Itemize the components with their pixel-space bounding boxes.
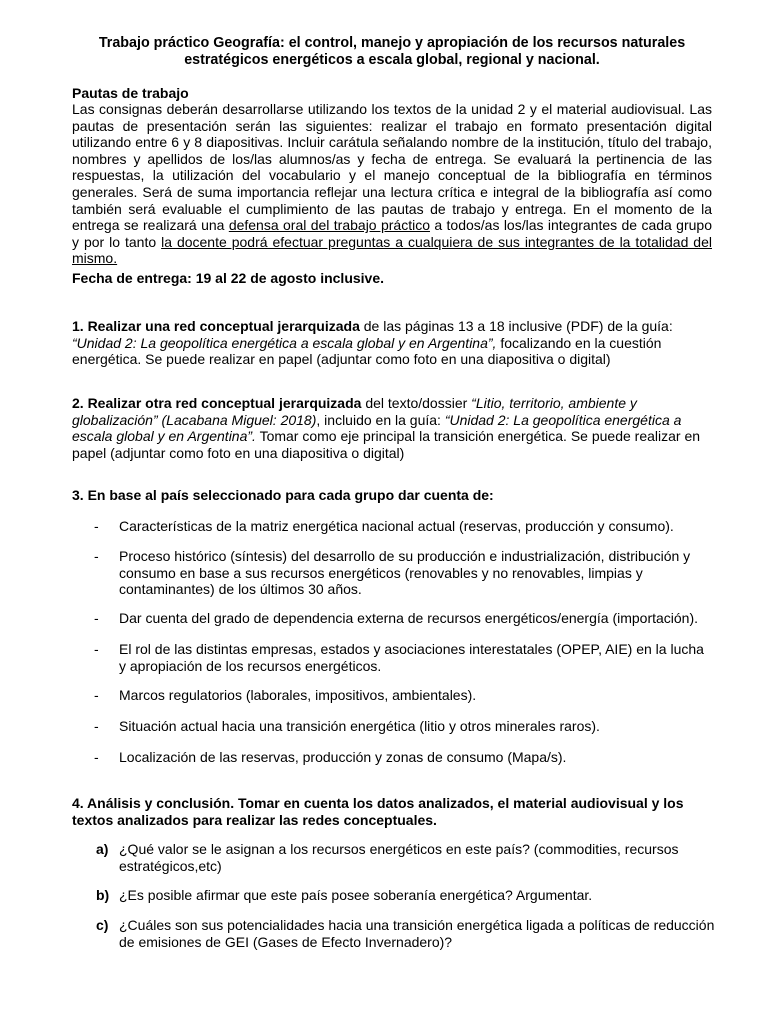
- item-3-heading-text: 3. En base al país seleccionado para cada grupo dar cuenta de:: [72, 487, 494, 503]
- item-3-heading: [72, 487, 712, 504]
- item-2: [72, 395, 712, 461]
- question-text: ¿Es posible afirmar que este país posee soberanía energética? Argumentar.: [119, 887, 593, 903]
- list-item-text: Localización de las reservas, producción y zonas de consumo (Mapa/s).: [119, 749, 567, 765]
- guidelines-underline-2: la docente podrá efectuar preguntas a cualquiera de sus integrantes de la totalidad del mismo.: [72, 233, 712, 267]
- guidelines-paragraph: [72, 101, 712, 267]
- item-4-heading: [72, 795, 712, 828]
- guidelines-text-1: Las consignas deberán desarrollarse utilizando los textos de la unidad 2 y el material audiovisual. Las pautas de presentación serán las siguientes: realizar el trabajo en formato presentación digital utilizando entre 6 y 8 diapositivas. Incluir carátula señalando nombre de la institución, título del trabajo, nombres y apellidos de los/las alumnos/as y fecha de entrega. Se evaluará la pertinencia de las respuestas, la utilización del vocabulario y el manejo conceptual de la bibliografía en términos generales. Será de suma importancia reflejar una lectura crítica e integral de la bibliografía así como también será evaluable el cumplimiento de las pautas de trabajo y entrega. En el momento de la entrega se realizará una: [72, 101, 712, 234]
- guidelines-heading: [72, 85, 712, 102]
- item-2-bold: 2. Realizar otra red conceptual jerarquizada: [72, 395, 362, 411]
- item-1-bold: 1. Realizar una red conceptual jerarquizada: [72, 318, 360, 334]
- dash-bullet: -: [94, 518, 99, 534]
- question-label: c): [96, 917, 109, 933]
- item-2-italic-b: “Unidad 2: La geopolítica energética a escala global y en Argentina”.: [72, 411, 682, 445]
- item-1-text-b: focalizando en la cuestión energética. Se puede realizar en papel (adjuntar como foto en una diapositiva o digital): [72, 334, 662, 368]
- dash-bullet: -: [94, 718, 99, 734]
- guidelines-text-2: a todos/as los/las integrantes de cada grupo y por lo tanto: [72, 217, 712, 250]
- list-item-text: Dar cuenta del grado de dependencia externa de recursos energéticos/energía (importación).: [119, 610, 699, 626]
- question-text: ¿Qué valor se le asignan a los recursos energéticos en este país? (commodities, recursos estratégicos,etc): [119, 841, 679, 874]
- item-2-text-a: del texto/dossier: [361, 395, 472, 411]
- question-label: b): [96, 887, 110, 903]
- item-2-text-b: , incluido en la guía:: [316, 411, 445, 428]
- guidelines-heading-text: Pautas de trabajo: [72, 85, 189, 101]
- item-4-heading-text: 4. Análisis y conclusión. Tomar en cuenta los datos analizados, el material audiovisual y los textos analizados para realizar las redes conceptuales.: [72, 795, 684, 828]
- list-item-text: Proceso histórico (síntesis) del desarrollo de su producción e industrialización, distribución y consumo en base a sus recursos energéticos (renovables y no renovables, limpias y contaminantes) de los últimos 30 años.: [119, 548, 691, 598]
- dash-bullet: -: [94, 687, 99, 703]
- dash-bullet: -: [94, 548, 99, 564]
- list-item-text: El rol de las distintas empresas, estados y asociaciones interestatales (OPEP, AIE) en la lucha y apropiación de los recursos energéticos.: [119, 641, 704, 674]
- list-item-text: Situación actual hacia una transición energética (litio y otros minerales raros).: [119, 718, 600, 734]
- item-1-italic: “Unidad 2: La geopolítica energética a escala global y en Argentina”,: [72, 334, 497, 351]
- dash-bullet: -: [94, 641, 99, 657]
- list-item-text: Marcos regulatorios (laborales, impositivos, ambientales).: [119, 687, 477, 703]
- due-date-text: Fecha de entrega: 19 al 22 de agosto inclusive.: [72, 270, 385, 286]
- item-1: [72, 318, 712, 368]
- item-1-text-a: de las páginas 13 a 18 inclusive (PDF) de la guía:: [359, 318, 673, 334]
- question-text: ¿Cuáles son sus potencialidades hacia una transición energética ligada a políticas de reducción de emisiones de GEI (Gases de Efecto Invernadero)?: [119, 917, 715, 950]
- due-date: [72, 270, 712, 287]
- dash-bullet: -: [94, 749, 99, 765]
- document-title: Trabajo práctico Geografía: el control, manejo y apropiación de los recursos naturales estratégicos energéticos a escala global, regional y nacional.: [98, 35, 686, 68]
- list-item-text: Características de la matriz energética nacional actual (reservas, producción y consumo).: [119, 518, 674, 534]
- item-2-italic-a: “Litio, territorio, ambiente y globalización” (Lacabana Miguel: 2018): [72, 395, 637, 428]
- dash-bullet: -: [94, 610, 99, 626]
- item-2-text-c: Tomar como eje principal la transición energética. Se puede realizar en papel (adjuntar como foto en una diapositiva o digital): [72, 428, 701, 461]
- question-label: a): [96, 841, 109, 857]
- guidelines-underline-1: defensa oral del trabajo práctico: [228, 217, 430, 234]
